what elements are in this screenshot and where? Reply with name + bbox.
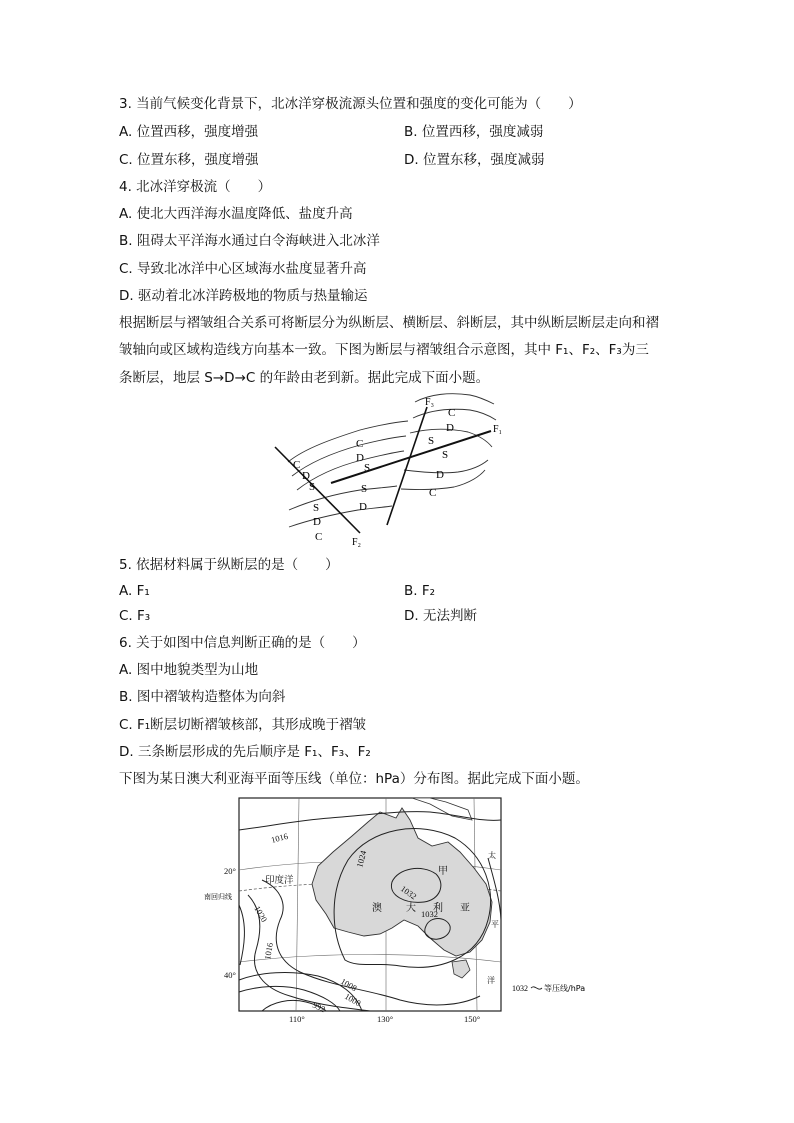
q4-option-d: D. 驱动着北冰洋跨极地的物质与热量输运 — [119, 288, 368, 304]
label-d: D — [313, 516, 321, 528]
label-c: C — [356, 438, 364, 450]
legend-label: 等压线/hPa — [544, 984, 586, 993]
lon-150-label: 150° — [464, 1014, 481, 1024]
label-f2: F₂ — [352, 537, 362, 548]
lat-20-label: 20° — [224, 866, 236, 876]
label-s: S — [428, 435, 435, 447]
q5-option-d: D. 无法判断 — [404, 608, 477, 624]
q6-stem: 6. 关于如图中信息判断正确的是（ ） — [119, 635, 366, 651]
passage2-line3: 条断层，地层 S→D→C 的年龄由老到新。据此完成下面小题。 — [119, 370, 490, 386]
q5-stem: 5. 依据材料属于纵断层的是（ ） — [119, 557, 339, 573]
passage2-line2: 皱轴向或区域构造线方向基本一致。下图为断层与褶皱组合示意图，其中 F₁、F₂、F₃为三 — [119, 342, 649, 358]
label-s: S — [364, 462, 371, 474]
q4-stem: 4. 北冰洋穿极流（ ） — [119, 179, 272, 195]
label-f3: F₃ — [425, 397, 435, 408]
isobar-label-1016: 1016 — [269, 830, 289, 845]
isobar-label-1020: 1020 — [252, 904, 270, 924]
q6-option-a: A. 图中地貌类型为山地 — [119, 662, 259, 678]
label-jia: 甲 — [438, 866, 448, 877]
label-yang: 洋 — [487, 976, 495, 985]
q3-option-c: C. 位置东移，强度增强 — [119, 152, 259, 168]
q6-option-b: B. 图中褶皱构造整体为向斜 — [119, 689, 286, 705]
lat-40-label: 40° — [224, 970, 236, 980]
isobar-label-992: 992 — [311, 999, 327, 1015]
passage2-line1: 根据断层与褶皱组合关系可将断层分为纵断层、横断层、斜断层，其中纵断层断层走向和褶 — [119, 315, 659, 331]
label-c: C — [429, 487, 437, 499]
q4-option-a: A. 使北大西洋海水温度降低、盐度升高 — [119, 206, 353, 222]
label-ao: 澳 — [372, 903, 382, 914]
q4-option-b: B. 阻碍太平洋海水通过白令海峡进入北冰洋 — [119, 233, 380, 249]
q6-option-d: D. 三条断层形成的先后顺序是 F₁、F₃、F₂ — [119, 744, 371, 760]
label-s: S — [361, 483, 368, 495]
label-c: C — [448, 407, 456, 419]
legend-value: 1032 — [512, 984, 528, 993]
isobar-label-1008: 1008 — [339, 976, 359, 994]
isobar-label-1016: 1016 — [262, 941, 275, 961]
label-d: D — [356, 452, 364, 464]
tropic-label: 南回归线 — [204, 893, 232, 901]
isobar-label-1024: 1024 — [354, 849, 369, 869]
q5-option-c: C. F₃ — [119, 608, 151, 624]
q6-option-c: C. F₁断层切断褶皱核部，其形成晚于褶皱 — [119, 717, 367, 733]
q3-option-b: B. 位置西移，强度减弱 — [404, 124, 544, 140]
label-tai: 太 — [488, 851, 496, 860]
label-ya: 亚 — [460, 903, 470, 914]
lon-130-label: 130° — [377, 1014, 394, 1024]
lon-110-label: 110° — [289, 1014, 305, 1024]
label-d: D — [436, 469, 444, 481]
label-d: D — [446, 422, 454, 434]
passage3-line1: 下图为某日澳大利亚海平面等压线（单位：hPa）分布图。据此完成下面小题。 — [119, 771, 589, 787]
q4-option-c: C. 导致北冰洋中心区域海水盐度显著升高 — [119, 261, 367, 277]
label-c: C — [315, 531, 323, 543]
label-da: 大 — [406, 903, 416, 914]
indian-ocean-label: 印度洋 — [265, 876, 294, 886]
isobar-label-1032: 1032 — [398, 883, 419, 902]
map-legend — [512, 983, 585, 993]
label-li: 利 — [433, 903, 443, 914]
label-d: D — [302, 470, 310, 482]
q3-stem: 3. 当前气候变化背景下，北冰洋穿极流源头位置和强度的变化可能为（ ） — [119, 96, 582, 112]
label-s: S — [309, 481, 316, 493]
label-ping: 平 — [491, 920, 499, 929]
isobar-label-1032: 1032 — [421, 909, 438, 919]
q5-option-b: B. F₂ — [404, 583, 436, 599]
q3-option-a: A. 位置西移，强度增强 — [119, 124, 259, 140]
q5-option-a: A. F₁ — [119, 583, 150, 599]
label-c: C — [293, 459, 301, 471]
label-d: D — [359, 501, 367, 513]
label-f1: F₁ — [493, 424, 503, 435]
isobar-label-1000: 1000 — [343, 991, 363, 1009]
label-s: S — [442, 449, 449, 461]
q3-option-d: D. 位置东移，强度减弱 — [404, 152, 545, 168]
label-s: S — [313, 502, 320, 514]
